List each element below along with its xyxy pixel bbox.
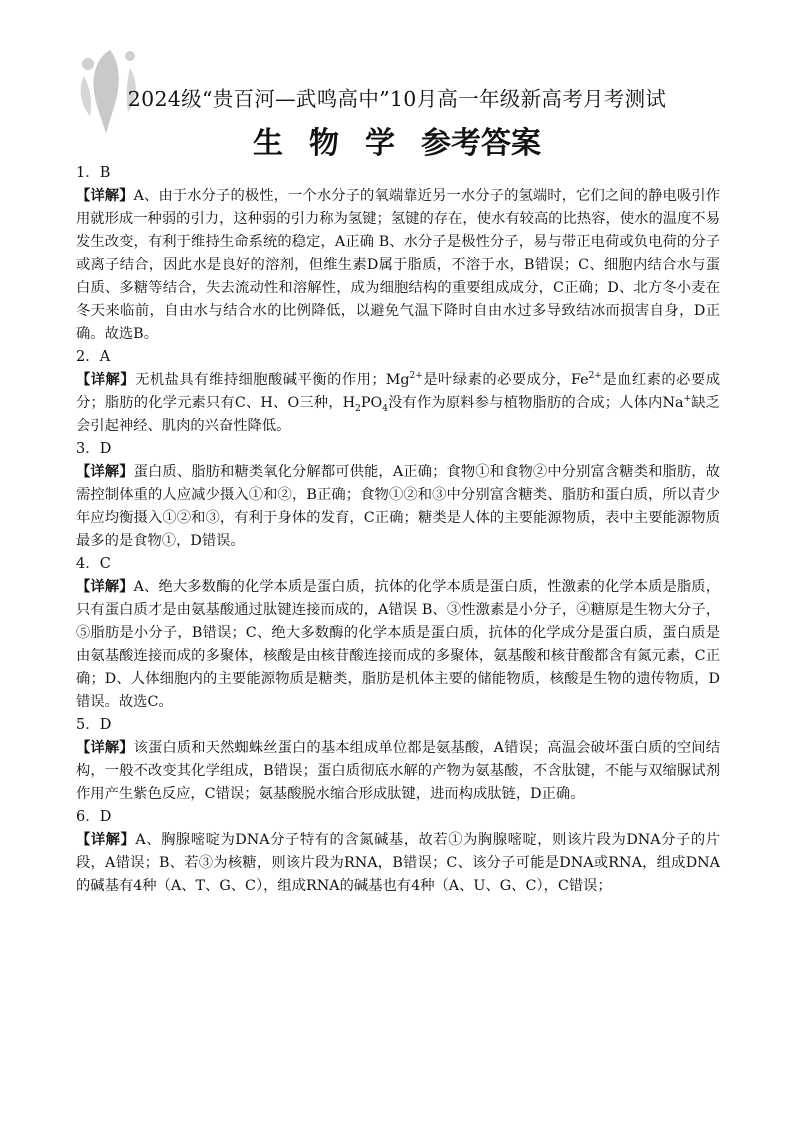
explanation-paragraph (76, 369, 720, 438)
explanation-tag: 【详解】 (76, 188, 134, 204)
explanation-text: 是血红素的必要成分；脂肪的化学元素只有C、H、O三种，H (76, 372, 721, 411)
explanation-tag: 【详解】 (76, 372, 136, 388)
explanation-paragraph (76, 461, 720, 553)
explanation-text: A、胸腺嘧啶为DNA分子特有的含氮碱基，故若①为胸腺嘧啶，则该片段为DNA分子的片段，A错误；B、若③为核糖，则该片段为RNA，B错误；C、该分子可能是DNA或RNA，组成DNA的碱基有4种（A、T、G、C），组成RNA的碱基也有4种（A、U、G、C），C错误； (76, 832, 721, 894)
explanation-paragraph (76, 737, 720, 806)
subscript: 4 (382, 403, 388, 414)
explanation-text: A、绝大多数酶的化学本质是蛋白质，抗体的化学本质是蛋白质，性激素的化学本质是脂质，只有蛋白质才是由氨基酸通过肽键连接而成的，A错误 B、③性激素是小分子，④糖原是生物大分子，⑤脂肪是小分子，B错误；C、绝大多数酶的化学本质是蛋白质，抗体的化学成分是蛋白质，蛋白质是由氨基酸连接而成的多聚体，核酸是由核苷酸连接而成的多聚体，氨基酸和核苷酸都含有氮元素，C正确；D、人体细胞内的主要能源物质是糖类，脂肪是机体主要的储能物质，核酸是生物的遗传物质，D错误。故选C。 (76, 579, 720, 710)
subtitle-word-1: 生 (253, 126, 283, 161)
explanation-tag: 【详解】 (76, 579, 134, 595)
explanation-paragraph (76, 829, 720, 898)
explanation-text: 无机盐具有维持细胞酸碱平衡的作用；Mg (135, 372, 410, 388)
question-number: 5．D (76, 717, 112, 733)
explanation-text: 蛋白质、脂肪和糖类氧化分解都可供能，A正确；食物①和食物②中分别富含糖类和脂肪，故需控制体重的人应减少摄入①和②，B正确；食物①②和③中分别富含糖类、脂肪和蛋白质，所以青少年应均衡摄入①②和③，有利于身体的发育，C正确；糖类是人体的主要能源物质，表中主要能源物质最多的是食物①，D错误。 (76, 464, 720, 549)
explanation-text: 缺乏会引起神经、肌肉的兴奋性降低。 (76, 395, 720, 434)
explanation-tag: 【详解】 (76, 832, 136, 848)
superscript: + (683, 394, 692, 405)
superscript: 2+ (588, 371, 602, 382)
answer-list (76, 162, 720, 898)
subscript: 2 (355, 403, 361, 414)
document-title: 2024级“贵百河—武鸣高中”10月高一年级新高考月考测试 (127, 87, 667, 111)
explanation-paragraph (76, 185, 720, 346)
subtitle-word-4: 参考答案 (421, 126, 541, 161)
question-number: 2．A (76, 349, 111, 365)
explanation-text: 没有作为原料参与植物脂肪的合成；人体内Na (387, 395, 684, 411)
subtitle-word-3: 学 (365, 126, 395, 161)
explanation-tag: 【详解】 (76, 464, 134, 480)
explanation-text: PO (360, 395, 383, 411)
subtitle-word-2: 物 (309, 126, 339, 161)
superscript: 2+ (409, 371, 423, 382)
explanation-tag: 【详解】 (76, 740, 134, 756)
explanation-paragraph (76, 576, 720, 714)
document-subtitle (0, 118, 794, 162)
explanation-text: 是叶绿素的必要成分，Fe (422, 372, 589, 388)
question-number: 1．B (76, 165, 111, 181)
explanation-text: 该蛋白质和天然蜘蛛丝蛋白的基本组成单位都是氨基酸，A错误；高温会破坏蛋白质的空间结构，一般不改变其化学组成，B错误；蛋白质彻底水解的产物为氨基酸，不含肽键，不能与双缩脲试剂作用产生紫色反应，C错误；氨基酸脱水缩合形成肽键，进而构成肽链，D正确。 (76, 740, 720, 802)
question-number: 6．D (76, 809, 112, 825)
question-number: 3．D (76, 441, 112, 457)
explanation-text: A、由于水分子的极性，一个水分子的氧端靠近另一水分子的氢端时，它们之间的静电吸引作用就形成一种弱的引力，这种弱的引力称为氢键；氢键的存在，使水有较高的比热容，使水的温度不易发生改变，有利于维持生命系统的稳定，A正确 B、水分子是极性分子，易与带正电荷或负电荷的分子或离子结合，因此水是良好的溶剂，但维生素D属于脂质，不溶于水，B错误；C、细胞内结合水与蛋白质、多糖等结合，失去流动性和溶解性，成为细胞结构的重要组成成分，C正确；D、北方冬小麦在冬天来临前，自由水与结合水的比例降低，以避免气温下降时自由水过多导致结冰而损害自身，D正确。故选B。 (76, 188, 720, 342)
question-number: 4．C (76, 556, 111, 572)
